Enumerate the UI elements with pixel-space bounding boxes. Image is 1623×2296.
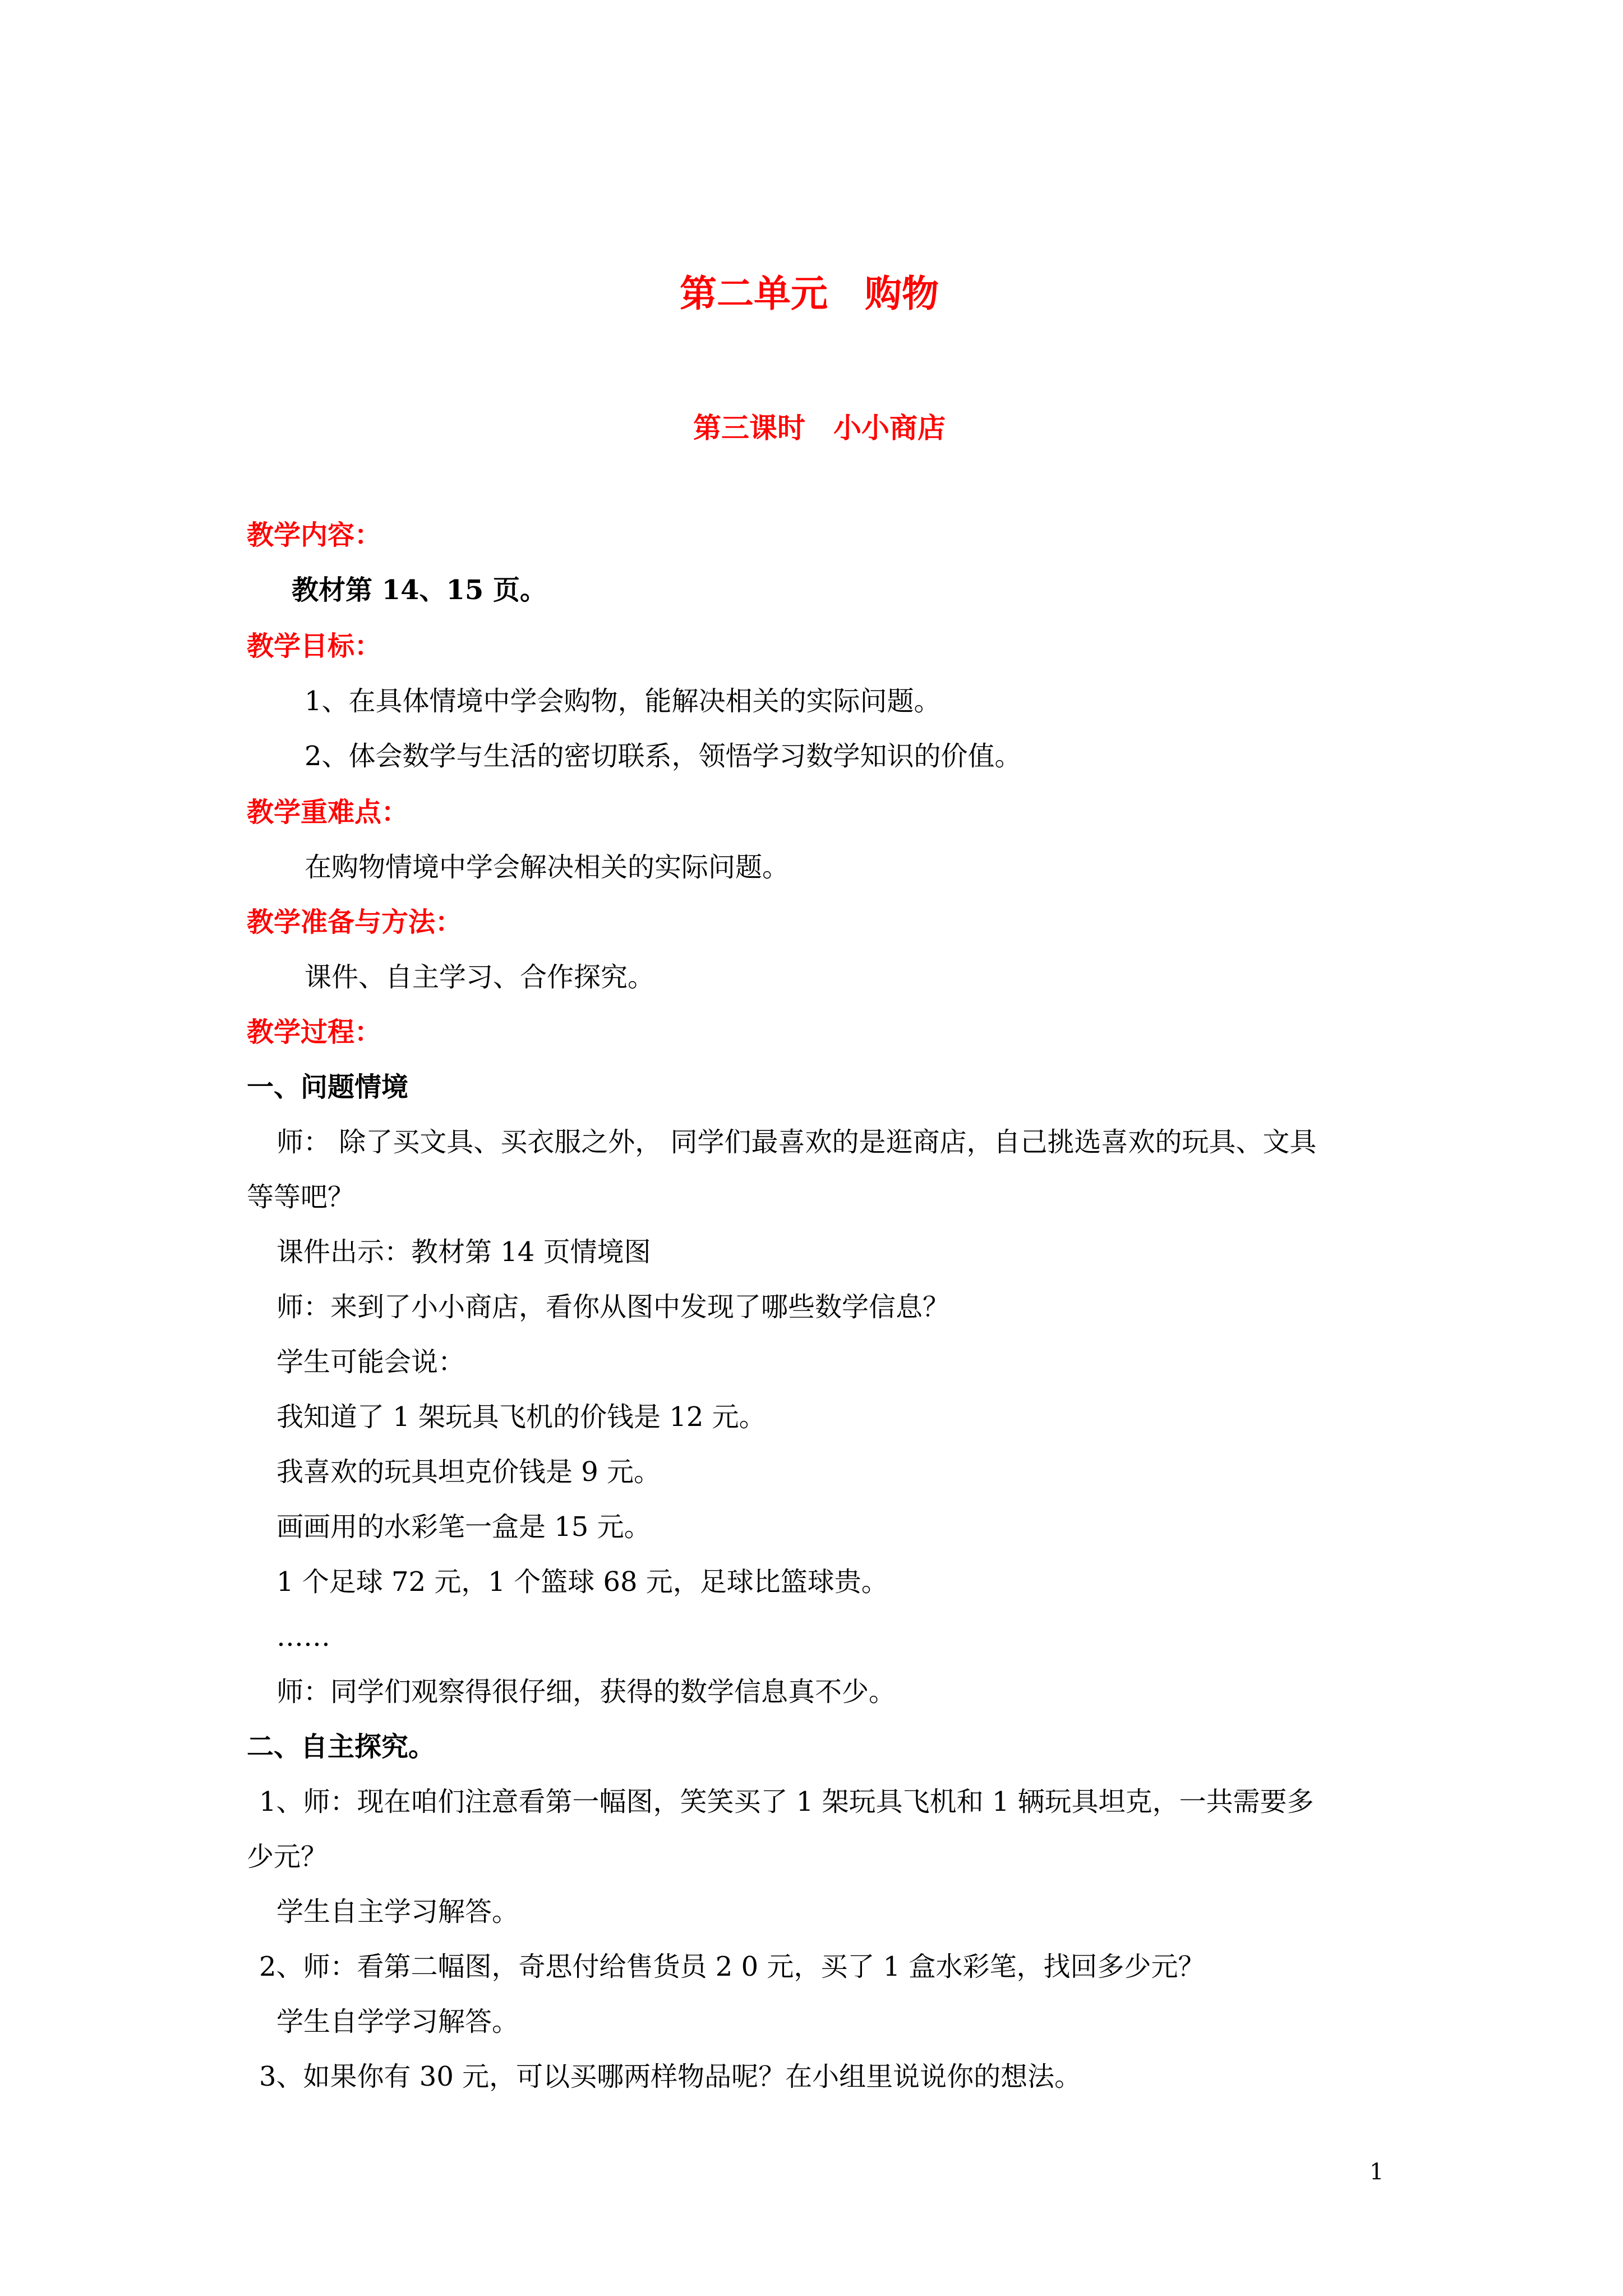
preparation-text: 课件、自主学习、合作探究。: [305, 961, 655, 993]
part1-paragraph: 我喜欢的玩具坦克价钱是 9 元。: [276, 1456, 661, 1488]
goal-item-1: 1、在具体情境中学会购物，能解决相关的实际问题。: [305, 685, 941, 717]
part2-answer: 学生自学学习解答。: [276, 2006, 519, 2037]
content-heading: 教学内容：: [247, 519, 382, 551]
part1-paragraph: 师：同学们观察得很仔细，获得的数学信息真不少。: [276, 1676, 896, 1708]
preparation-heading: 教学准备与方法：: [247, 907, 463, 938]
part1-paragraph: 师：来到了小小商店，看你从图中发现了哪些数学信息？: [276, 1291, 950, 1323]
goals-heading: 教学目标：: [247, 631, 382, 662]
key-points-text: 在购物情境中学会解决相关的实际问题。: [305, 852, 790, 883]
lesson-subtitle: 第三课时 小小商店: [693, 411, 946, 444]
part2-question: 2、师：看第二幅图，奇思付给售货员 2 0 元，买了 1 盒水彩笔，找回多少元？: [259, 1951, 1205, 1982]
part2-heading: 二、自主探究。: [247, 1731, 436, 1763]
document-title: 第二单元 购物: [680, 272, 939, 315]
key-points-heading: 教学重难点：: [247, 797, 409, 828]
goal-item-2: 2、体会数学与生活的密切联系，领悟学习数学知识的价值。: [305, 740, 1022, 772]
process-heading: 教学过程：: [247, 1016, 382, 1048]
part1-paragraph: 师： 除了买文具、买衣服之外， 同学们最喜欢的是逛商店，自己挑选喜欢的玩具、文具: [276, 1126, 1317, 1158]
content-text: 教材第 14、15 页。: [292, 574, 547, 606]
part1-paragraph: ……: [276, 1621, 330, 1653]
part1-paragraph: 画画用的水彩笔一盒是 15 元。: [276, 1511, 651, 1543]
part1-paragraph: 我知道了 1 架玩具飞机的价钱是 12 元。: [276, 1401, 766, 1433]
part1-heading: 一、问题情境: [247, 1071, 409, 1103]
part1-paragraph: 课件出示：教材第 14 页情境图: [276, 1236, 651, 1268]
part2-question: 3、如果你有 30 元，可以买哪两样物品呢？在小组里说说你的想法。: [259, 2061, 1082, 2092]
page-number: 1: [1370, 2159, 1384, 2185]
part2-question: 1、师：现在咱们注意看第一幅图，笑笑买了 1 架玩具飞机和 1 辆玩具坦克，一共需要多: [259, 1786, 1314, 1818]
part1-paragraph: 学生可能会说：: [276, 1346, 465, 1378]
part2-question: 少元？: [247, 1841, 328, 1872]
part1-paragraph: 1 个足球 72 元，1 个篮球 68 元，足球比篮球贵。: [276, 1566, 888, 1598]
part2-answer: 学生自主学习解答。: [276, 1896, 519, 1927]
part1-paragraph: 等等吧？: [247, 1181, 355, 1213]
